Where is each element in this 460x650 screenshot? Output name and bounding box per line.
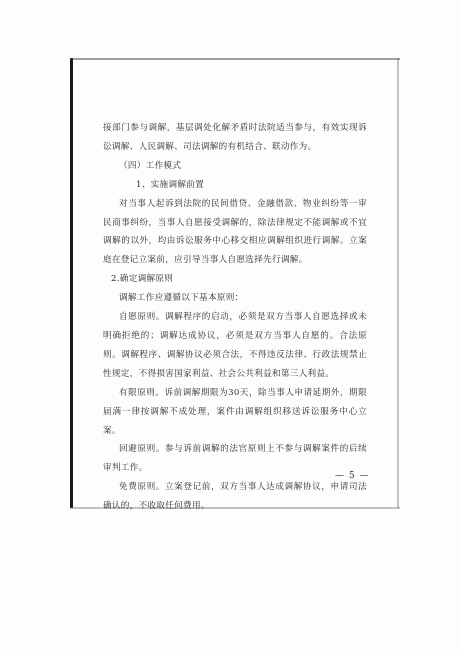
paragraph-limited-term: 有限原则。诉前调解期限为30天，除当事人申请延期外，期限届满一律按调解不成处理，案件由调解组织移送诉讼服务中心立案。 <box>103 387 367 436</box>
paragraph-mediation-first: 对当事人起诉到法院的民间借贷、金融借款、物业纠纷等一审民商事纠纷，当事人自愿接受调解的，除法律规定不能调解或不宜调解的以外，均由诉讼服务中心移交相应调解组织进行调解。立案庭在登记立案前，应引导当事人自愿选择先行调解。 <box>103 198 367 266</box>
paragraph-continuation: 接部门参与调解，基层调处化解矛盾时法院适当参与，有效实现诉讼调解、人民调解、司法调解的有机结合、联动作为。 <box>103 123 367 152</box>
paragraph-recusal: 回避原则。参与诉前调解的法官原则上不参与调解案件的后续审判工作。 <box>103 444 367 474</box>
scan-top-edge <box>70 58 400 60</box>
page-number: — 5 — <box>335 471 370 481</box>
scan-right-edge <box>397 58 399 508</box>
document-body <box>103 119 370 516</box>
paragraph-voluntary-legal: 自愿原则。调解程序的启动，必须是双方当事人自愿选择或未明确拒绝的；调解达成协议，必须是双方当事人自愿的。合法原则。调解程序、调解协议必须合法，不得违反法律、行政法规禁止性规定，不得损害国家利益、社会公共利益和第三人利益。 <box>103 312 367 379</box>
paragraph-free-of-charge: 免费原则。立案登记前，双方当事人达成调解协议，申请司法确认的，不收取任何费用。 <box>103 482 367 512</box>
paragraph-principles-intro: 调解工作应遵循以下基本原则： <box>119 293 244 304</box>
scan-left-edge <box>70 58 73 508</box>
subheading-mediation-principles: 2.确定调解原则 <box>111 274 174 285</box>
heading-work-mode: （四）工作模式 <box>119 160 182 171</box>
subheading-mediation-first: 1、实施调解前置 <box>136 179 205 190</box>
